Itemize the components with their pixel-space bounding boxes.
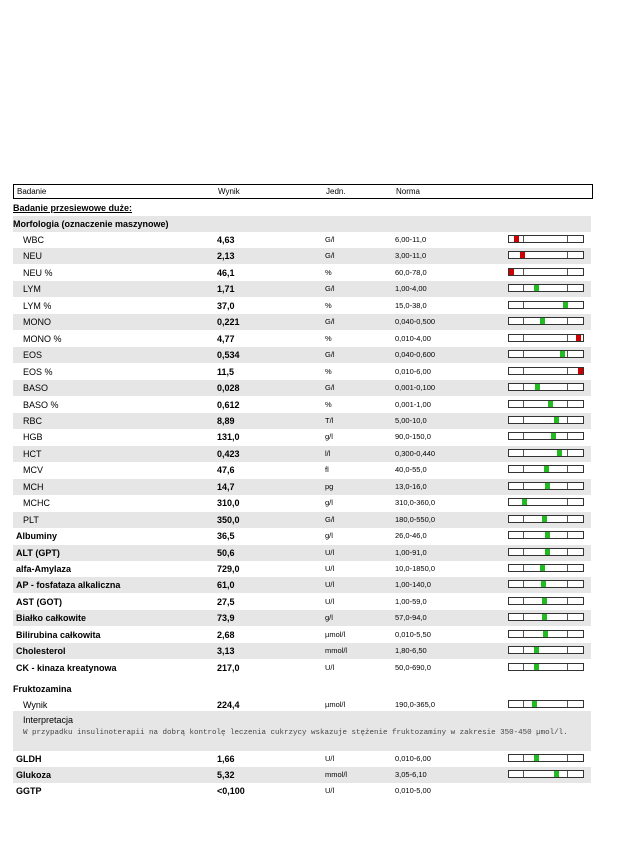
result-value: 8,89 [217,415,235,426]
value-marker [534,664,539,670]
table-row [13,528,591,544]
result-value: 131,0 [217,432,240,443]
range-indicator-bar [508,754,584,762]
range-lower-divider [523,236,524,242]
table-row [13,610,591,626]
value-marker [542,516,547,522]
table-row [13,783,591,799]
result-value: 73,9 [217,613,235,624]
result-unit: U/l [325,754,335,763]
reference-range: 1,00-59,0 [395,596,427,606]
test-name: GLDH [16,754,42,764]
range-upper-divider [567,771,568,777]
test-name: PLT [23,514,39,525]
range-indicator-bar [508,268,584,276]
table-row [13,462,591,478]
result-unit: g/l [325,498,333,508]
test-name: Białko całkowite [16,613,87,624]
test-name: BASO [23,383,49,394]
table-row [13,627,591,643]
range-lower-divider [523,318,524,324]
reference-range: 0,010-4,00 [395,333,431,343]
interpretation-text: W przypadku insulinoterapii na dobrą kontrolę leczenia cukrzycy wskazuje stężenie fruktozaminy w zakresie 350-450 µmol/l. [23,729,568,737]
group-morphology: Morfologia (oznaczenie maszynowe) [13,216,591,232]
result-value: 27,5 [217,596,235,607]
test-name: AP - fosfataza alkaliczna [16,580,121,591]
result-value: 61,0 [217,580,235,591]
range-indicator-bar [508,498,584,506]
range-lower-divider [523,368,524,374]
result-unit: G/l [325,284,335,294]
test-name: WBC [23,235,44,245]
result-unit: g/l [325,531,333,541]
result-unit: G/l [325,235,335,244]
range-lower-divider [523,516,524,522]
reference-range: 40,0-55,0 [395,465,427,475]
test-name: MONO [23,317,51,328]
result-unit: mmol/l [325,646,348,656]
reference-range: 0,040-0,600 [395,350,436,360]
range-lower-divider [523,401,524,407]
table-row [13,479,591,495]
range-indicator-bar [508,646,584,654]
range-lower-divider [523,631,524,637]
range-upper-divider [567,351,568,357]
result-value: 0,612 [217,399,240,410]
range-indicator-bar [508,432,584,440]
table-row [13,281,591,297]
range-indicator-bar [508,465,584,473]
reference-range: 0,001-1,00 [395,399,431,409]
range-indicator-bar [508,630,584,638]
result-unit: % [325,333,332,343]
result-value: 47,6 [217,465,235,476]
reference-range: 57,0-94,0 [395,613,427,623]
value-marker [563,302,568,308]
result-value: 217,0 [217,662,240,673]
table-row [13,767,591,783]
result-value: 11,5 [217,366,235,377]
range-upper-divider [567,384,568,390]
result-unit: % [325,366,332,376]
range-indicator-bar [508,400,584,408]
test-name: MCH [23,481,44,492]
table-row [13,347,591,363]
value-marker [532,701,537,707]
value-marker [576,335,581,341]
value-marker [545,483,550,489]
table-row [13,577,591,593]
table-row [13,314,591,330]
range-indicator-bar [508,350,584,358]
result-value: 2,13 [217,251,235,262]
range-upper-divider [567,631,568,637]
value-marker [509,269,514,275]
reference-range: 1,80-6,50 [395,646,427,656]
table-row [13,331,591,347]
table-row [13,561,591,577]
result-value: 37,0 [217,300,235,311]
test-name: RBC [23,415,43,426]
result-unit: G/l [325,251,335,261]
result-value: 0,028 [217,383,240,394]
result-value: 350,0 [217,514,240,525]
value-marker [548,401,553,407]
range-upper-divider [567,285,568,291]
range-upper-divider [567,252,568,258]
table-row [13,380,591,396]
result-value: 0,221 [217,317,240,328]
table-header [13,184,593,199]
result-unit: U/l [325,547,335,557]
result-unit: G/l [325,514,335,524]
header-unit: Jedn. [326,187,346,196]
reference-range: 90,0-150,0 [395,432,431,442]
table-row [13,298,591,314]
reference-range: 1,00-140,0 [395,580,431,590]
result-unit: U/l [325,596,335,606]
range-upper-divider [567,598,568,604]
result-unit: µmol/l [325,700,346,709]
value-marker [578,368,583,374]
range-indicator-bar [508,416,584,424]
range-upper-divider [567,401,568,407]
reference-range: 0,001-0,100 [395,383,436,393]
reference-range: 3,05-6,10 [395,770,427,779]
range-indicator-bar [508,301,584,309]
range-indicator-bar [508,663,584,671]
table-row [13,397,591,413]
reference-range: 3,00-11,0 [395,251,427,261]
range-indicator-bar [508,580,584,588]
reference-range: 0,300-0,440 [395,448,436,458]
result-value: 36,5 [217,531,235,542]
test-name: LYM [23,284,41,295]
result-value: 0,534 [217,350,240,361]
reference-range: 0,010-5,00 [395,786,431,795]
interpretation-label: Interpretacja [23,715,74,725]
value-marker [542,614,547,620]
table-row [13,643,591,659]
range-lower-divider [523,614,524,620]
result-unit: G/l [325,317,335,327]
result-unit: T/l [325,415,334,425]
range-indicator-bar [508,613,584,621]
test-name: BASO % [23,399,59,410]
range-lower-divider [523,433,524,439]
value-marker [534,647,539,653]
value-marker [514,236,519,242]
range-lower-divider [523,581,524,587]
range-upper-divider [567,532,568,538]
value-marker [534,755,539,761]
range-lower-divider [523,549,524,555]
test-name: Bilirubina całkowita [16,629,101,640]
range-upper-divider [567,236,568,242]
result-value: 729,0 [217,564,240,574]
test-name: Cholesterol [16,646,66,657]
range-upper-divider [567,269,568,275]
result-unit: U/l [325,662,335,672]
range-lower-divider [523,664,524,670]
range-upper-divider [567,499,568,505]
result-unit: pg [325,481,334,491]
result-unit: % [325,300,332,310]
test-name: LYM % [23,300,52,311]
result-unit: U/l [325,580,335,590]
test-name: HGB [23,432,43,443]
result-value: 224,4 [217,700,240,710]
reference-range: 60,0-78,0 [395,267,427,277]
range-upper-divider [567,614,568,620]
value-marker [557,450,562,456]
range-lower-divider [523,755,524,761]
table-row [13,429,591,445]
section-title: Badanie przesiewowe duże: [13,203,133,213]
range-indicator-bar [508,367,584,375]
table-row [13,594,591,610]
table-row [13,364,591,380]
table-row [13,248,591,264]
value-marker [554,417,559,423]
test-name: MCHC [23,498,50,509]
reference-range: 13,0-16,0 [395,481,427,491]
header-test: Badanie [17,187,47,196]
range-lower-divider [523,483,524,489]
test-name: GGTP [16,786,42,796]
range-lower-divider [523,285,524,291]
range-indicator-bar [508,235,584,243]
range-upper-divider [567,516,568,522]
result-unit: % [325,399,332,409]
value-marker [545,549,550,555]
range-upper-divider [567,433,568,439]
range-lower-divider [523,450,524,456]
header-result: Wynik [218,187,240,196]
test-name: CK - kinaza kreatynowa [16,662,117,673]
range-indicator-bar [508,548,584,556]
result-unit: G/l [325,383,335,393]
range-upper-divider [567,647,568,653]
range-indicator-bar [508,317,584,325]
range-upper-divider [567,664,568,670]
range-indicator-bar [508,449,584,457]
reference-range: 0,010-6,00 [395,754,431,763]
test-name: EOS % [23,366,53,377]
result-value: 310,0 [217,498,240,509]
test-name: alfa-Amylaza [16,564,72,574]
header-norm: Norma [396,187,421,196]
table-row [13,495,591,511]
test-name: MONO % [23,333,62,344]
result-value: 4,63 [217,235,235,245]
test-name: Wynik [23,700,48,710]
range-indicator-bar [508,597,584,605]
range-indicator-bar [508,334,584,342]
result-unit: µmol/l [325,629,346,639]
result-value: 5,32 [217,770,235,780]
range-indicator-bar [508,700,584,708]
table-row [13,446,591,462]
table-row [13,660,591,676]
result-value: 3,13 [217,646,235,657]
value-marker [522,499,527,505]
value-marker [520,252,525,258]
value-marker [551,433,556,439]
range-upper-divider [567,417,568,423]
range-upper-divider [567,581,568,587]
table-row [13,232,591,248]
table-row [13,545,591,561]
result-unit: U/l [325,786,335,795]
range-lower-divider [523,335,524,341]
result-value: 1,71 [217,284,235,295]
value-marker [544,466,549,472]
range-lower-divider [523,771,524,777]
reference-range: 10,0-1850,0 [395,564,436,573]
result-unit: g/l [325,432,333,442]
result-value: 50,6 [217,547,235,558]
range-lower-divider [523,532,524,538]
range-lower-divider [523,701,524,707]
result-value: 14,7 [217,481,235,492]
reference-range: 310,0-360,0 [395,498,436,508]
reference-range: 1,00-91,0 [395,547,427,557]
range-upper-divider [567,755,568,761]
range-lower-divider [523,384,524,390]
range-lower-divider [523,565,524,571]
range-indicator-bar [508,383,584,391]
range-lower-divider [523,351,524,357]
result-unit: % [325,267,332,277]
test-name: NEU [23,251,43,262]
range-lower-divider [523,269,524,275]
test-name: ALT (GPT) [16,547,60,558]
test-name: AST (GOT) [16,596,62,607]
range-indicator-bar [508,770,584,778]
result-unit: l/l [325,448,331,458]
value-marker [545,532,550,538]
table-row [13,512,591,528]
value-marker [535,384,540,390]
reference-range: 180,0-550,0 [395,514,436,524]
result-unit: G/l [325,350,335,360]
value-marker [540,565,545,571]
range-upper-divider [567,368,568,374]
range-upper-divider [567,466,568,472]
test-name: HCT [23,448,42,459]
result-unit: U/l [325,564,335,573]
reference-range: 190,0-365,0 [395,700,436,709]
value-marker [542,598,547,604]
reference-range: 50,0-690,0 [395,662,431,672]
range-lower-divider [523,598,524,604]
reference-range: 6,00-11,0 [395,235,427,244]
range-upper-divider [567,565,568,571]
reference-range: 0,010-6,00 [395,366,431,376]
range-upper-divider [567,335,568,341]
result-value: 1,66 [217,754,235,764]
value-marker [554,771,559,777]
range-indicator-bar [508,251,584,259]
range-upper-divider [567,318,568,324]
result-value: 46,1 [217,267,235,278]
table-row [13,751,591,767]
test-name: Glukoza [16,770,52,780]
result-unit: g/l [325,613,333,623]
range-indicator-bar [508,284,584,292]
test-name: NEU % [23,267,53,278]
value-marker [560,351,565,357]
result-value: 4,77 [217,333,235,344]
range-indicator-bar [508,482,584,490]
range-indicator-bar [508,531,584,539]
range-lower-divider [523,417,524,423]
reference-range: 0,040-0,500 [395,317,436,327]
table-row [13,413,591,429]
range-lower-divider [523,647,524,653]
test-name: Albuminy [16,531,58,542]
range-lower-divider [523,302,524,308]
range-upper-divider [567,701,568,707]
range-upper-divider [567,450,568,456]
group-fructosamine: Fruktozamina [13,684,72,694]
result-value: <0,100 [217,786,245,796]
test-name: EOS [23,350,43,361]
reference-range: 1,00-4,00 [395,284,427,294]
value-marker [540,318,545,324]
range-lower-divider [523,466,524,472]
range-upper-divider [567,549,568,555]
range-indicator-bar [508,564,584,572]
reference-range: 15,0-38,0 [395,300,427,310]
result-unit: fl [325,465,329,475]
value-marker [541,581,546,587]
result-value: 0,423 [217,448,240,459]
value-marker [534,285,539,291]
range-upper-divider [567,483,568,489]
reference-range: 5,00-10,0 [395,415,427,425]
range-indicator-bar [508,515,584,523]
table-row [13,265,591,281]
interpretation-box [13,711,591,751]
value-marker [543,631,548,637]
result-unit: mmol/l [325,770,348,779]
reference-range: 0,010-5,50 [395,629,431,639]
reference-range: 26,0-46,0 [395,531,427,541]
result-value: 2,68 [217,629,235,640]
test-name: MCV [23,465,43,476]
